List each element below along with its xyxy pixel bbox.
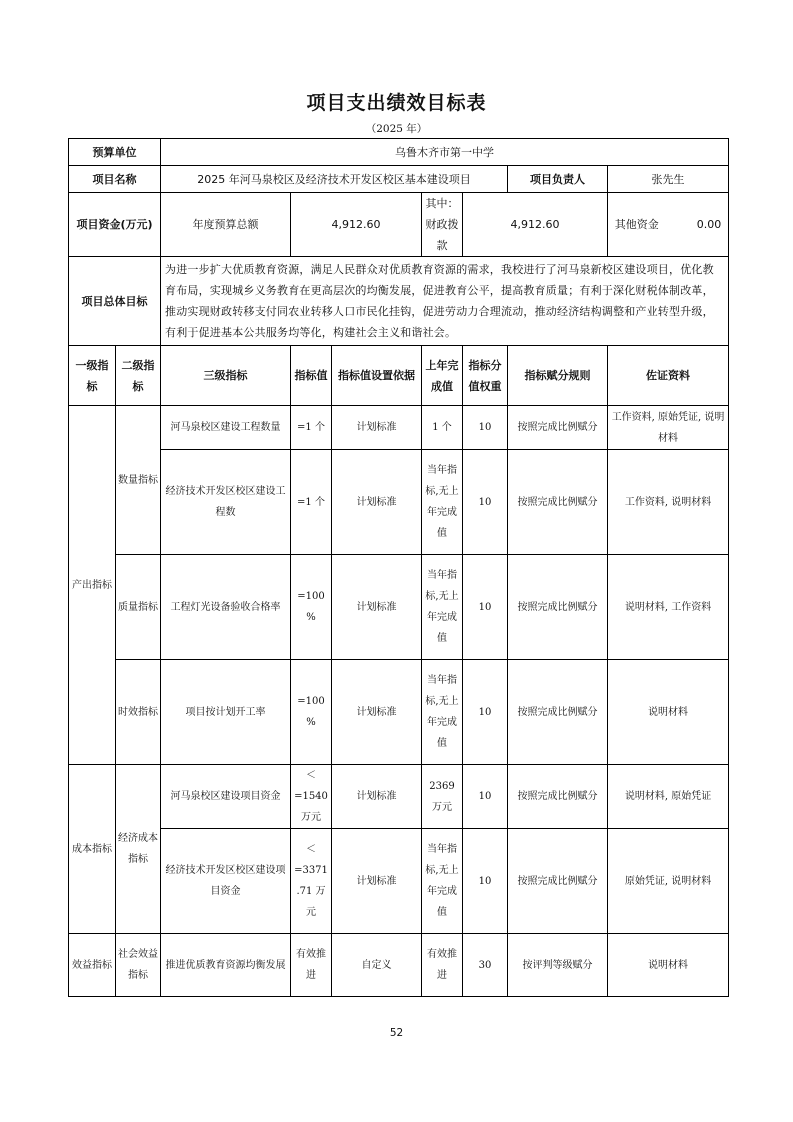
indicator-value: =1 个	[291, 450, 332, 555]
indicator-evidence: 说明材料	[608, 934, 729, 997]
page-number: 52	[389, 1027, 404, 1039]
indicator-evidence: 说明材料	[608, 660, 729, 765]
indicator-value: =100%	[291, 660, 332, 765]
indicator-name: 项目按计划开工率	[161, 660, 291, 765]
indicator-prev: 有效推进	[422, 934, 463, 997]
other-funds-value: 0.00	[696, 218, 722, 231]
header-value: 指标值	[291, 346, 332, 406]
budget-unit-label: 预算单位	[69, 139, 161, 166]
header-level2: 二级指标	[116, 346, 161, 406]
header-prev: 上年完成值	[422, 346, 463, 406]
indicator-prev: 当年指标,无上年完成值	[422, 450, 463, 555]
group-econ-cost: 经济成本指标	[116, 765, 161, 934]
indicator-rule: 按照完成比例赋分	[508, 829, 608, 934]
project-name-value: 2025 年河马泉校区及经济技术开发区校区基本建设项目	[161, 166, 508, 193]
page-title: 项目支出绩效目标表	[306, 92, 487, 114]
indicator-value: ＜=1540 万元	[291, 765, 332, 829]
indicator-weight: 10	[463, 406, 508, 450]
indicator-rule: 按照完成比例赋分	[508, 660, 608, 765]
header-basis: 指标值设置依据	[332, 346, 422, 406]
overall-goal-label: 项目总体目标	[69, 257, 161, 346]
indicator-weight: 10	[463, 555, 508, 660]
funds-label: 项目资金(万元)	[69, 193, 161, 257]
indicator-weight: 10	[463, 829, 508, 934]
project-name-label: 项目名称	[69, 166, 161, 193]
indicator-value: ＜=3371.71 万元	[291, 829, 332, 934]
indicator-basis: 计划标准	[332, 406, 422, 450]
indicator-rule: 按照完成比例赋分	[508, 555, 608, 660]
fiscal-value: 4,912.60	[463, 193, 608, 257]
group-cost: 成本指标	[69, 765, 116, 934]
group-output: 产出指标	[69, 406, 116, 765]
group-social: 社会效益指标	[116, 934, 161, 997]
indicator-prev: 当年指标,无上年完成值	[422, 555, 463, 660]
indicator-weight: 10	[463, 765, 508, 829]
indicator-prev: 1 个	[422, 406, 463, 450]
indicator-name: 工程灯光设备验收合格率	[161, 555, 291, 660]
indicator-name: 河马泉校区建设项目资金	[161, 765, 291, 829]
indicator-weight: 30	[463, 934, 508, 997]
header-level1: 一级指标	[69, 346, 116, 406]
indicator-basis: 计划标准	[332, 660, 422, 765]
indicator-rule: 按评判等级赋分	[508, 934, 608, 997]
indicator-value: =1 个	[291, 406, 332, 450]
group-quantity: 数量指标	[116, 406, 161, 555]
group-benefit: 效益指标	[69, 934, 116, 997]
indicator-prev: 当年指标,无上年完成值	[422, 829, 463, 934]
indicator-value: 有效推进	[291, 934, 332, 997]
indicator-rule: 按照完成比例赋分	[508, 406, 608, 450]
group-quality: 质量指标	[116, 555, 161, 660]
annual-total-value: 4,912.60	[291, 193, 422, 257]
indicator-prev: 2369 万元	[422, 765, 463, 829]
indicator-weight: 10	[463, 660, 508, 765]
fiscal-label: 其中：财政拨款	[422, 193, 463, 257]
overall-goal-text: 为进一步扩大优质教育资源，满足人民群众对优质教育资源的需求，我校进行了河马泉新校区建设项目，优化教育布局，实现城乡义务教育在更高层次的均衡发展，促进教育公平，提高教育质量；有利于深化财税体制改革，推动实现财政转移支付同农业转移人口市民化挂钩，促进劳动力合理流动，推动经济结构调整和产业转型升级，有利于促进基本公共服务均等化，构建社会主义和谐社会。	[161, 257, 729, 346]
indicator-basis: 计划标准	[332, 829, 422, 934]
indicator-prev: 当年指标,无上年完成值	[422, 660, 463, 765]
indicator-evidence: 说明材料, 原始凭证	[608, 765, 729, 829]
indicator-evidence: 说明材料, 工作资料	[608, 555, 729, 660]
indicator-basis: 自定义	[332, 934, 422, 997]
performance-table	[68, 138, 729, 997]
indicator-evidence: 原始凭证, 说明材料	[608, 829, 729, 934]
other-funds-cell	[608, 193, 729, 257]
indicator-evidence: 工作资料, 说明材料	[608, 450, 729, 555]
indicator-basis: 计划标准	[332, 555, 422, 660]
indicator-rule: 按照完成比例赋分	[508, 765, 608, 829]
indicator-name: 推进优质教育资源均衡发展	[161, 934, 291, 997]
header-evidence: 佐证资料	[608, 346, 729, 406]
indicator-name: 经济技术开发区校区建设项目资金	[161, 829, 291, 934]
indicator-weight: 10	[463, 450, 508, 555]
header-weight: 指标分值权重	[463, 346, 508, 406]
indicator-evidence: 工作资料, 原始凭证, 说明材料	[608, 406, 729, 450]
annual-total-label: 年度预算总额	[161, 193, 291, 257]
indicator-value: =100%	[291, 555, 332, 660]
indicator-basis: 计划标准	[332, 765, 422, 829]
header-rule: 指标赋分规则	[508, 346, 608, 406]
group-timeliness: 时效指标	[116, 660, 161, 765]
project-lead-value: 张先生	[608, 166, 729, 193]
year-label: （2025 年）	[365, 123, 428, 135]
indicator-name: 经济技术开发区校区建设工程数	[161, 450, 291, 555]
indicator-rule: 按照完成比例赋分	[508, 450, 608, 555]
other-funds-label: 其他资金	[614, 218, 659, 231]
indicator-basis: 计划标准	[332, 450, 422, 555]
header-level3: 三级指标	[161, 346, 291, 406]
indicator-name: 河马泉校区建设工程数量	[161, 406, 291, 450]
budget-unit-value: 乌鲁木齐市第一中学	[161, 139, 729, 166]
project-lead-label: 项目负责人	[508, 166, 608, 193]
